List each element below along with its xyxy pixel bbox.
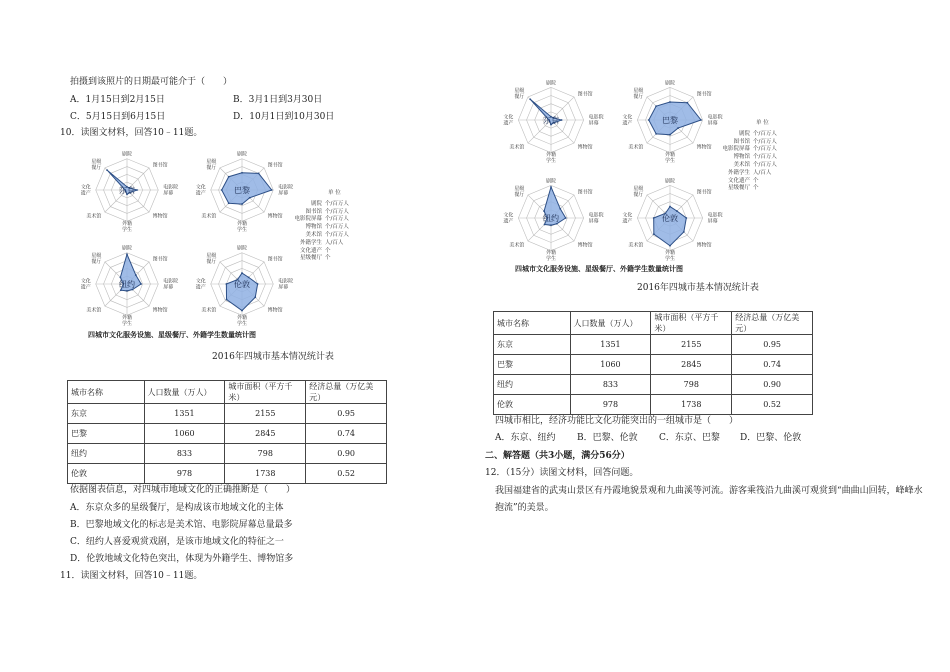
- radar-axis-label: 图书馆: [577, 91, 593, 98]
- radar-point: [561, 119, 563, 121]
- legend-item-name: 文化遗产: [727, 177, 750, 184]
- legend-item-unit: 个/百万人: [325, 231, 349, 238]
- legend-item-name: 博物馆: [733, 154, 750, 161]
- q12-text-line1: 我国福建省的武夷山景区有丹霞地貌景观和九曲溪等河流。游客乘筏沿九曲溪可观赏到“曲曲山回转，峰峰水: [495, 486, 923, 496]
- radar-axis-label: 博物馆: [267, 307, 283, 314]
- city-name-cell: 伦敦: [494, 395, 571, 415]
- q11-option-c: C．东京、巴黎: [659, 433, 720, 443]
- radar-point: [655, 105, 657, 107]
- radar-axis-label: 外籍学生: [545, 152, 557, 165]
- radar-chart-london: [612, 168, 728, 264]
- radar-point: [550, 186, 552, 188]
- radar-axis-label: 剧院: [545, 80, 557, 87]
- table-title: 2016年四城市基本情况统计表: [212, 352, 334, 362]
- city-stats-table: [67, 380, 387, 484]
- radar-series-label: 纽约: [119, 280, 135, 289]
- legend-item-name: 剧院: [738, 130, 750, 137]
- table-cell: 1060: [144, 424, 225, 444]
- radar-chart-newyork: [493, 168, 609, 264]
- radar-legend: [718, 120, 783, 193]
- table-cell: 0.74: [306, 424, 387, 444]
- radar-axis-label: 美术馆: [509, 144, 525, 151]
- table-cell: 2845: [225, 424, 306, 444]
- radar-axis-label: 电影院屏幕: [588, 114, 604, 127]
- radar-point: [683, 231, 685, 233]
- radar-point: [120, 289, 122, 291]
- table-cell: 2155: [225, 404, 306, 424]
- radar-axis-label: 文化遗产: [622, 114, 633, 127]
- radar-axis-label: 剧院: [664, 178, 676, 185]
- table-cell: 1351: [144, 404, 225, 424]
- radar-point: [119, 276, 121, 278]
- radar-axis-label: 博物馆: [577, 242, 593, 249]
- legend-title: 单 位: [756, 120, 769, 126]
- legend-item-unit: 个: [753, 177, 759, 184]
- legend-item-unit: 个/百万人: [753, 146, 777, 153]
- radar-axis-label: 文化遗产: [80, 184, 91, 197]
- radar-chart-tokyo: [72, 142, 182, 234]
- radar-axis-label: 美术馆: [509, 242, 525, 249]
- legend-item: [718, 170, 783, 178]
- column-header: 城市面积（平方千米）: [651, 312, 732, 335]
- radar-series-label: 伦敦: [662, 214, 678, 223]
- table-cell: 1060: [570, 355, 651, 375]
- city-name-cell: 东京: [68, 404, 145, 424]
- q10-option-d: D．伦敦地域文化特色突出，体现为外籍学生、博物馆多: [70, 554, 294, 564]
- radar-point: [653, 233, 655, 235]
- radar-axis-label: 星级餐厅: [91, 252, 102, 265]
- radar-axis-label: 星级餐厅: [514, 87, 525, 100]
- radar-axis-label: 美术馆: [201, 307, 217, 314]
- radar-point: [669, 245, 671, 247]
- column-header: 城市面积（平方千米）: [225, 381, 306, 404]
- radar-axis-label: 文化遗产: [195, 278, 206, 291]
- radar-chart-paris: [612, 70, 728, 166]
- legend-title: 单 位: [328, 190, 341, 196]
- radar-axis-label: 剧院: [236, 245, 248, 252]
- table-row: [68, 424, 387, 444]
- radar-point: [221, 189, 223, 191]
- radar-axis-label: 星级餐厅: [633, 87, 644, 100]
- legend-item-unit: 个/百万人: [325, 216, 349, 223]
- radar-axis-label: 图书馆: [577, 189, 593, 196]
- legend-item: [290, 224, 355, 232]
- column-header: 经济总量（万亿美元）: [732, 312, 813, 335]
- radar-axis-label: 图书馆: [152, 162, 168, 169]
- radar-axis-label: 星级餐厅: [206, 252, 217, 265]
- radar-axis-label: 外籍学生: [236, 220, 248, 233]
- legend-item-name: 图书馆: [733, 138, 750, 145]
- table-cell: 833: [570, 375, 651, 395]
- radar-chart-london: [187, 236, 297, 328]
- column-header: 人口数量（万人）: [144, 381, 225, 404]
- radar-axis-label: 美术馆: [86, 213, 102, 220]
- radar-series-label: 东京: [543, 116, 559, 125]
- radar-axis-label: 美术馆: [201, 213, 217, 220]
- radar-point: [241, 203, 243, 205]
- q11-option-a: A．东京、纽约: [495, 433, 556, 443]
- column-header: 经济总量（万亿美元）: [306, 381, 387, 404]
- radar-point: [653, 217, 655, 219]
- radar-axis-label: 电影院屏幕: [707, 212, 723, 225]
- city-name-cell: 纽约: [494, 375, 571, 395]
- radar-axis-label: 博物馆: [577, 144, 593, 151]
- radar-point: [136, 189, 138, 191]
- table-cell: 0.90: [306, 444, 387, 464]
- table-cell: 0.95: [732, 335, 813, 355]
- table-title: 2016年四城市基本情况统计表: [637, 283, 759, 293]
- radar-axis-label: 外籍学生: [664, 250, 676, 263]
- radar-point: [559, 208, 561, 210]
- q12-text-line2: 抱流”的美景。: [495, 503, 554, 513]
- table-row: [68, 464, 387, 484]
- radar-axis-label: 美术馆: [628, 242, 644, 249]
- radar-axis-label: 图书馆: [696, 189, 712, 196]
- radar-series-label: 纽约: [543, 214, 559, 223]
- radar-axis-label: 博物馆: [152, 213, 168, 220]
- legend-item: [718, 131, 783, 139]
- q11-question: 四城市相比，经济功能比文化功能突出的一组城市是（ ）: [495, 416, 739, 426]
- table-cell: 978: [570, 395, 651, 415]
- radar-point: [648, 119, 650, 121]
- table-cell: 0.52: [732, 395, 813, 415]
- radar-point: [241, 310, 243, 312]
- radar-point: [106, 169, 108, 171]
- radar-point: [676, 210, 678, 212]
- radar-axis-label: 星级餐厅: [514, 185, 525, 198]
- legend-item-name: 外籍学生: [299, 239, 322, 246]
- radar-point: [228, 176, 230, 178]
- radar-point: [135, 274, 137, 276]
- radar-axis-label: 图书馆: [152, 256, 168, 263]
- radar-series-label: 东京: [119, 186, 135, 195]
- city-name-cell: 巴黎: [494, 355, 571, 375]
- radar-axis-label: 电影院屏幕: [278, 184, 294, 197]
- radar-point: [669, 101, 671, 103]
- radar-point: [248, 276, 250, 278]
- table-row: [68, 444, 387, 464]
- radar-axis-label: 文化遗产: [503, 114, 514, 127]
- legend-item-name: 图书馆: [305, 208, 322, 215]
- table-cell: 1351: [570, 335, 651, 355]
- q9-option-c: C．5月15日到6月15日: [70, 112, 166, 122]
- legend-item: [290, 232, 355, 240]
- legend-item-unit: 个/百万人: [753, 138, 777, 145]
- legend-item-name: 电影院屏幕: [294, 216, 322, 223]
- column-header: 人口数量（万人）: [570, 312, 651, 335]
- q11-stem: 11．读图文材料，回答10﹣11题。: [60, 571, 203, 581]
- table-cell: 0.90: [732, 375, 813, 395]
- table-header-row: [68, 381, 387, 404]
- radar-point: [655, 133, 657, 135]
- radar-axis-label: 剧院: [121, 151, 133, 158]
- radar-caption: 四城市文化服务设施、星级餐厅、外籍学生数量统计图: [88, 331, 256, 339]
- radar-point: [225, 283, 227, 285]
- table-cell: 2845: [651, 355, 732, 375]
- q10-option-a: A．东京众多的星级餐厅，是构成该市地域文化的主体: [70, 503, 284, 513]
- legend-item-name: 美术馆: [305, 231, 322, 238]
- table-row: [494, 335, 813, 355]
- legend-item-name: 美术馆: [733, 161, 750, 168]
- radar-point: [556, 223, 558, 225]
- radar-axis-label: 星级餐厅: [633, 185, 644, 198]
- radar-series-label: 巴黎: [662, 116, 678, 125]
- radar-point: [258, 173, 260, 175]
- radar-area-london: [226, 273, 257, 311]
- radar-point: [543, 210, 545, 212]
- table-cell: 2155: [651, 335, 732, 355]
- legend-item: [290, 240, 355, 248]
- radar-series-label: 伦敦: [234, 280, 250, 289]
- radar-chart-paris: [187, 142, 297, 234]
- radar-legend: [290, 190, 355, 263]
- radar-point: [126, 290, 128, 292]
- radar-area-london: [654, 207, 687, 246]
- table-row: [494, 395, 813, 415]
- radar-axis-label: 博物馆: [267, 213, 283, 220]
- legend-item-unit: 个/百万人: [753, 161, 777, 168]
- city-name-cell: 纽约: [68, 444, 145, 464]
- radar-axis-label: 文化遗产: [80, 278, 91, 291]
- q9-option-a: A．1月15日到2月15日: [70, 95, 165, 105]
- table-cell: 0.95: [306, 404, 387, 424]
- city-name-cell: 伦敦: [68, 464, 145, 484]
- radar-point: [565, 217, 567, 219]
- city-stats-table: [493, 311, 813, 415]
- radar-point: [700, 119, 702, 121]
- radar-series-label: 巴黎: [234, 186, 250, 195]
- legend-item-unit: 个/百万人: [325, 208, 349, 215]
- legend-item: [718, 185, 783, 193]
- legend-item-unit: 个: [325, 247, 331, 254]
- legend-item-name: 文化遗产: [299, 247, 322, 254]
- radar-axis-label: 图书馆: [696, 91, 712, 98]
- table-cell: 1738: [651, 395, 732, 415]
- radar-point: [140, 283, 142, 285]
- radar-chart-tokyo: [493, 70, 609, 166]
- radar-point: [544, 224, 546, 226]
- legend-item-name: 博物馆: [305, 224, 322, 231]
- legend-item-unit: 个/百万人: [325, 224, 349, 231]
- radar-axis-label: 文化遗产: [195, 184, 206, 197]
- radar-point: [271, 189, 273, 191]
- q11-option-b: B．巴黎、伦敦: [577, 433, 638, 443]
- legend-item-unit: 人/百人: [325, 239, 344, 246]
- q10-stem: 10．读图文材料，回答10﹣11题。: [60, 128, 203, 138]
- radar-axis-label: 美术馆: [628, 144, 644, 151]
- radar-axis-label: 外籍学生: [545, 250, 557, 263]
- legend-item: [290, 255, 355, 263]
- radar-axis-label: 剧院: [121, 245, 133, 252]
- legend-item-name: 外籍学生: [727, 169, 750, 176]
- table-row: [68, 404, 387, 424]
- city-name-cell: 东京: [494, 335, 571, 355]
- radar-point: [669, 134, 671, 136]
- legend-item: [290, 201, 355, 209]
- radar-point: [226, 299, 228, 301]
- table-cell: 0.52: [306, 464, 387, 484]
- radar-axis-label: 博物馆: [696, 144, 712, 151]
- radar-axis-label: 博物馆: [152, 307, 168, 314]
- legend-item-unit: 个/百万人: [753, 154, 777, 161]
- legend-item-name: 剧院: [310, 200, 322, 207]
- radar-point: [685, 217, 687, 219]
- q10-option-b: B．巴黎地域文化的标志是美术馆、电影院屏幕总量最多: [70, 520, 293, 530]
- radar-point: [126, 253, 128, 255]
- radar-point: [241, 172, 243, 174]
- radar-axis-label: 星级餐厅: [91, 158, 102, 171]
- q11-option-d: D．巴黎、伦敦: [740, 433, 802, 443]
- radar-axis-label: 电影院屏幕: [278, 278, 294, 291]
- radar-axis-label: 电影院屏幕: [588, 212, 604, 225]
- radar-chart-newyork: [72, 236, 182, 328]
- radar-axis-label: 文化遗产: [503, 212, 514, 225]
- legend-item-name: 电影院屏幕: [722, 146, 750, 153]
- table-cell: 0.74: [732, 355, 813, 375]
- radar-point: [529, 98, 531, 100]
- legend-item: [718, 162, 783, 170]
- radar-axis-label: 外籍学生: [121, 314, 133, 327]
- radar-caption: 四城市文化服务设施、星级餐厅、外籍学生数量统计图: [515, 265, 683, 273]
- legend-item-unit: 人/百人: [753, 169, 772, 176]
- legend-item-unit: 个/百万人: [325, 200, 349, 207]
- radar-point: [677, 127, 679, 129]
- radar-axis-label: 电影院屏幕: [707, 114, 723, 127]
- radar-axis-label: 电影院屏幕: [163, 184, 179, 197]
- radar-axis-label: 星级餐厅: [206, 158, 217, 171]
- q9-option-d: D．10月1日到10月30日: [233, 112, 335, 122]
- radar-axis-label: 外籍学生: [664, 152, 676, 165]
- table-cell: 978: [144, 464, 225, 484]
- legend-item-unit: 个/百万人: [753, 130, 777, 137]
- radar-point: [669, 206, 671, 208]
- table-cell: 798: [225, 444, 306, 464]
- q10-question: 依据图表信息，对四城市地域文化的正确推断是（ ）: [70, 485, 296, 495]
- radar-point: [249, 197, 251, 199]
- radar-axis-label: 剧院: [664, 80, 676, 87]
- legend-item-unit: 个: [753, 185, 759, 192]
- q9-stem: 拍摄到该照片的日期最可能介于（ ）: [70, 77, 233, 87]
- radar-point: [241, 272, 243, 274]
- legend-item-unit: 个: [325, 255, 331, 262]
- column-header: 城市名称: [68, 381, 145, 404]
- radar-axis-label: 博物馆: [696, 242, 712, 249]
- section-title: 二、解答题（共3小题，满分56分）: [485, 451, 630, 461]
- table-cell: 1738: [225, 464, 306, 484]
- table-row: [494, 375, 813, 395]
- legend-item: [718, 154, 783, 162]
- radar-point: [228, 202, 230, 204]
- q9-option-b: B．3月1日到3月30日: [233, 95, 323, 105]
- radar-axis-label: 美术馆: [86, 307, 102, 314]
- radar-point: [257, 283, 259, 285]
- radar-axis-label: 外籍学生: [121, 220, 133, 233]
- radar-axis-label: 图书馆: [267, 256, 283, 263]
- table-cell: 833: [144, 444, 225, 464]
- city-name-cell: 巴黎: [68, 424, 145, 444]
- radar-axis-label: 剧院: [545, 178, 557, 185]
- legend-item-name: 星级餐厅: [299, 255, 322, 262]
- radar-axis-label: 文化遗产: [622, 212, 633, 225]
- table-header-row: [494, 312, 813, 335]
- table-cell: 798: [651, 375, 732, 395]
- radar-axis-label: 外籍学生: [236, 314, 248, 327]
- radar-point: [254, 296, 256, 298]
- radar-point: [686, 102, 688, 104]
- column-header: 城市名称: [494, 312, 571, 335]
- radar-point: [550, 224, 552, 226]
- table-row: [494, 355, 813, 375]
- q12-stem: 12．（15分）读图文材料，回答问题。: [485, 468, 639, 478]
- radar-axis-label: 剧院: [236, 151, 248, 158]
- q10-option-c: C．纽约人喜爱观赏戏剧，是该市地域文化的特征之一: [70, 537, 284, 547]
- radar-axis-label: 图书馆: [267, 162, 283, 169]
- legend-item-name: 星级餐厅: [727, 185, 750, 192]
- radar-axis-label: 电影院屏幕: [163, 278, 179, 291]
